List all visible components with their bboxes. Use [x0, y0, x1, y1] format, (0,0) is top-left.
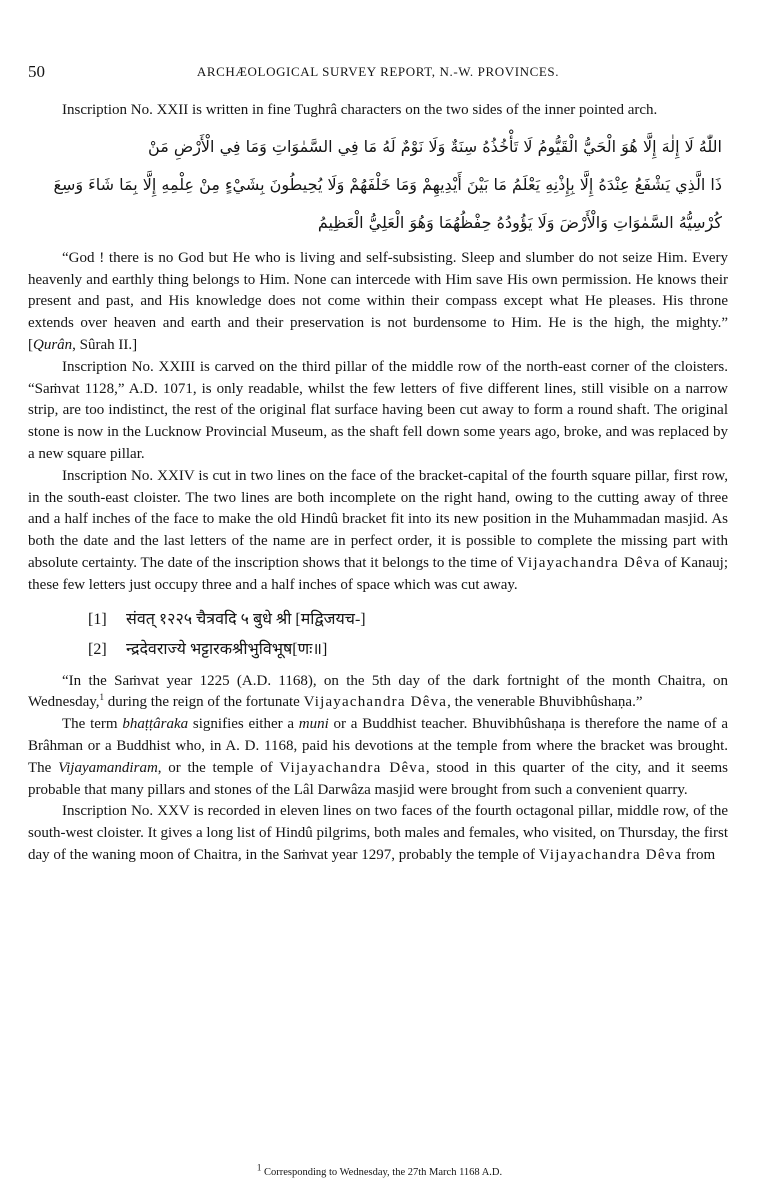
- body-text: [28, 100, 728, 867]
- king-name: Vijayachandra Dêva: [516, 554, 661, 571]
- king-name: Vijayachandra Dêva: [538, 846, 683, 863]
- samvat-text-b: during the reign of the fortunate: [104, 694, 304, 711]
- term-bhattaraka: bhaṭṭâraka: [122, 716, 189, 733]
- quran-translation-text: “God ! there is no God but He who is living and self-subsisting. Sleep and slumber do not seize Him. Every heavenly and earthly thing belongs to Him. None can intercede with Him save His own permission. He knows their present and past, and His knowledge does not come within their compass except what He pleases. His throne extends over heaven and earth and their preservation is not burdensome to Him. He is the high, the mighty.” [: [28, 249, 728, 353]
- paragraph-xxv: [28, 801, 728, 866]
- bhattaraka-text-a: The term: [62, 716, 123, 733]
- sanskrit-line: [88, 635, 728, 665]
- source-title: Qurân: [33, 336, 73, 353]
- footnote-mark: 1: [256, 1162, 262, 1173]
- footnote: [0, 1162, 759, 1178]
- samvat-text-c: , the venerable Bhuvibhûshaṇa.”: [447, 694, 643, 711]
- paragraph-xxiii: Inscription No. XXIII is carved on the third pillar of the middle row of the north-east corner of the cloisters. “Saṁvat 1128,” A.D. 1071, is only readable, whilst the few letters of five different lines, still visible on a narrow strip, are too indistinct, the rest of the original flat surface having been cut away to form a round shaft. The original stone is now in the Lucknow Provincial Museum, as the shaft fell down some years ago, broke, and was replaced by a new square pillar.: [28, 358, 728, 462]
- arabic-line: اللّٰهُ لَا إِلٰهَ إِلَّا هُوَ الْحَيُّ الْقَيُّومُ لَا تَأْخُذُهُ سِنَةٌ وَلَا نَوْمٌ لَهُ مَا فِي السَّمٰوَاتِ وَمَا فِي الْأَرْضِ مَنْ: [148, 136, 722, 156]
- paragraph-xxv-text: Inscription No. XXV is recorded in eleven lines on two faces of the fourth octagonal pillar, middle row, of the south-west cloister. It gives a long list of Hindû pilgrims, both males and females, who visited, on Thursday, the first day of the waning moon of Chaitra, in the Saṁvat year 1297, probably the temple of: [28, 803, 728, 863]
- paragraph-bhattaraka: [28, 714, 728, 801]
- footnote-reference: 1: [99, 692, 105, 703]
- footnote-text: Corresponding to Wednesday, the 27th March 1168 A.D.: [261, 1167, 503, 1178]
- intro-paragraph: Inscription No. XXII is written in fine Tughrâ characters on the two sides of the inner pointed arch.: [62, 102, 658, 118]
- paragraph-xxiv: [28, 466, 728, 597]
- sanskrit-text: संवत् १२२५ चैत्रवदि ५ बुधे श्री [मद्विजयच-]: [126, 610, 366, 628]
- paragraph-xxiv-text: Inscription No. XXIV is cut in two lines on the face of the bracket-capital of the fourth square pillar, first row, in the south-east cloister. The two lines are both incomplete on the right hand, owing to the cutting away of three and a half inches of the face to make the old Hindû bracket fit into its new position in the Muhammadan masjid. As both the date and the last letters of the name are in perfect order, it is possible to complete the missing part with absolute certainty. The date of the inscription shows that it belongs to the time of: [28, 467, 728, 571]
- term-muni: muni: [298, 716, 329, 733]
- term-vijayamandiram: Vijayamandiram: [58, 759, 158, 776]
- sanskrit-line: [88, 605, 728, 635]
- bhattaraka-text-b: signifies either a: [188, 716, 299, 733]
- sanskrit-text: न्द्रदेवराज्ये भट्टारकश्रीभुविभूष[णः॥]: [126, 640, 328, 658]
- bhattaraka-text-d: , or the temple of: [157, 759, 280, 776]
- paragraph-xxv-end: from: [682, 846, 716, 863]
- arabic-line: كُرْسِيُّهُ السَّمٰوَاتِ وَالْأَرْضَ وَلَا يَؤُودُهُ حِفْظُهُمَا وَهُوَ الْعَلِيُّ الْعَظِيمُ: [317, 212, 722, 232]
- arabic-inscription: [28, 128, 728, 242]
- samvat-translation: [28, 671, 728, 715]
- line-number: [2]: [88, 640, 107, 658]
- quran-translation: [28, 248, 728, 357]
- arabic-line: ذَا الَّذِي يَشْفَعُ عِنْدَهُ إِلَّا بِإِذْنِهِ يَعْلَمُ مَا بَيْنَ أَيْدِيهِمْ وَمَا خَلْفَهُمْ وَلَا يُحِيطُونَ بِشَيْءٍ مِنْ عِلْمِهِ إِلَّا بِمَا شَاءَ وَسِعَ: [53, 174, 722, 194]
- running-head: ARCHÆOLOGICAL SURVEY REPORT, N.-W. PROVINCES.: [196, 64, 560, 79]
- bhattaraka-text-c: or a Buddhist teacher. Bhuvibhûshaṇa is therefore the name of a Brâhman or a Buddhist who, in A. D. 1168, paid his devotions at the temple from where the bracket was brought. The: [28, 716, 728, 776]
- source-rest: , Sûrah II.]: [72, 336, 138, 353]
- samvat-text-a: “In the Saṁvat year 1225 (A.D. 1168), on the 5th day of the dark fortnight of the month Chaitra, on Wednesday,: [28, 672, 728, 711]
- bhattaraka-text-e: , stood in this quarter of the city, and it seems probable that many pillars and stones of the Lâl Darwâza masjid were brought from such a convenient quarry.: [28, 759, 728, 798]
- page-header: [28, 62, 728, 86]
- line-number: [1]: [88, 610, 107, 628]
- king-name: Vijayachandra Dêva: [279, 759, 426, 776]
- sanskrit-inscription: [88, 605, 728, 665]
- king-name: Vijayachandra Dêva: [303, 694, 448, 711]
- page-number: 50: [28, 62, 45, 81]
- paragraph-xxiv-end: of Kanauj; these few letters just occupy three and a half inches of space which was cut away.: [28, 554, 728, 593]
